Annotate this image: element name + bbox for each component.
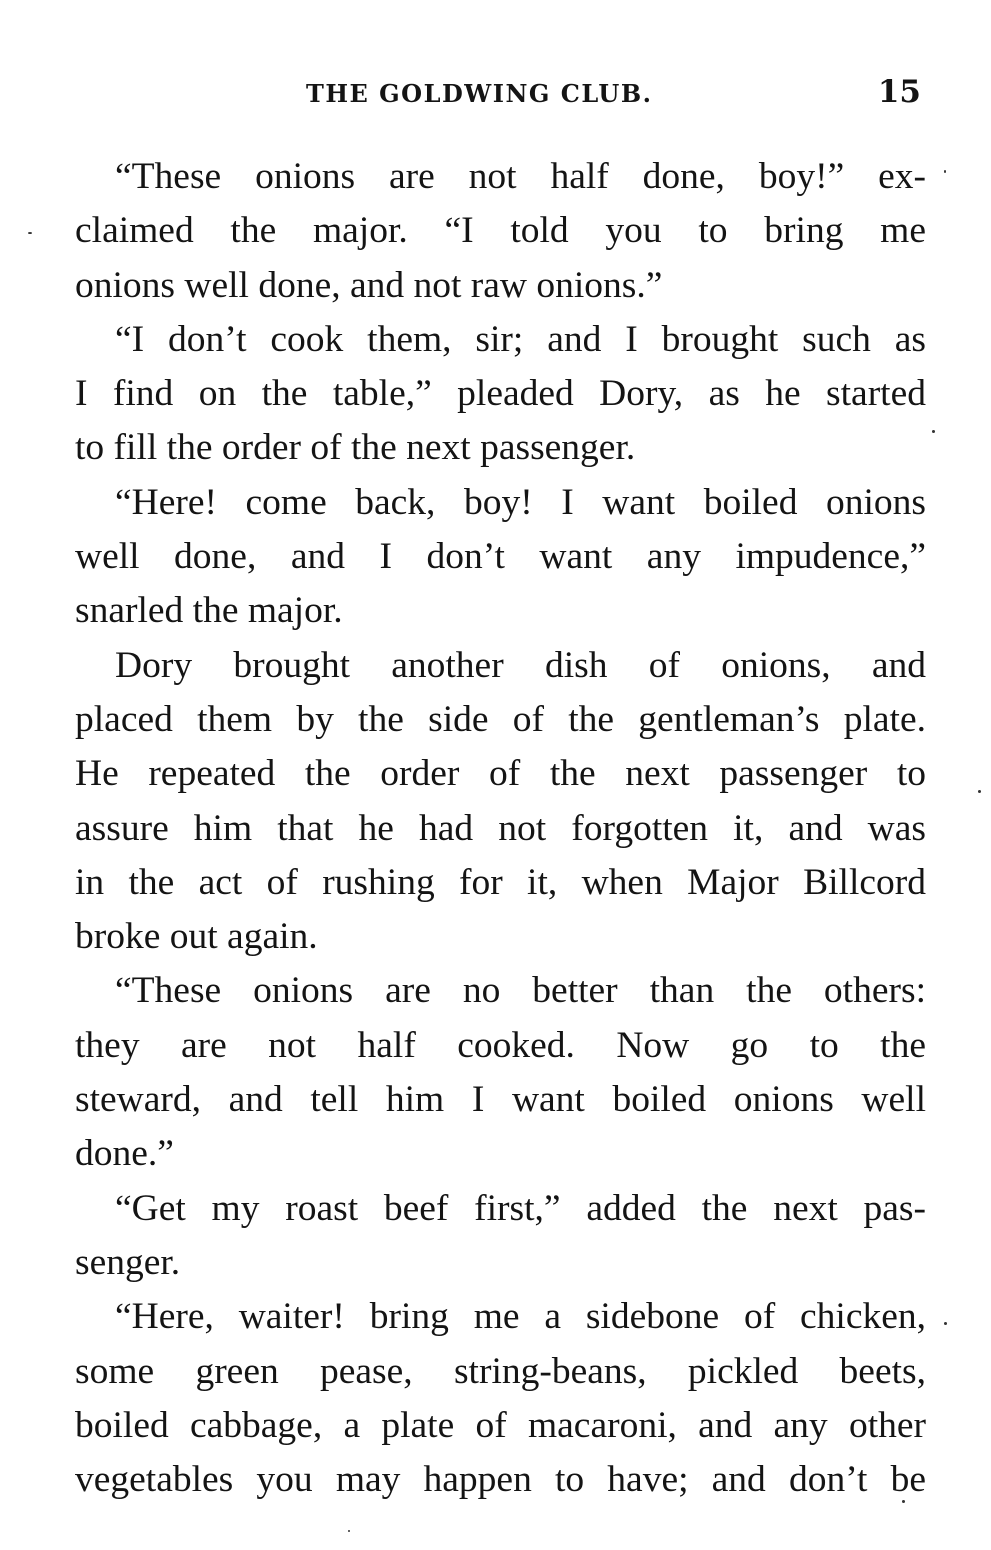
scan-speck: [28, 232, 32, 234]
text-line: claimed the major. “I told you to bring me: [75, 210, 926, 252]
scan-speck: [944, 170, 946, 173]
text-line: senger.: [75, 1241, 181, 1283]
paragraph: [75, 150, 926, 313]
running-title: THE GOLDWING CLUB.: [306, 79, 653, 108]
text-line: vegetables you may happen to have; and don’t be: [75, 1459, 926, 1501]
text-line: “Get my roast beef first,” added the next pas-: [115, 1187, 926, 1229]
paragraph: [75, 639, 926, 965]
text-line: snarled the major.: [75, 590, 343, 632]
scan-speck: [348, 1530, 350, 1532]
text-line: “Here! come back, boy! I want boiled onions: [115, 481, 926, 523]
text-line: He repeated the order of the next passenger to: [75, 753, 926, 795]
text-line: steward, and tell him I want boiled onions well: [75, 1079, 926, 1121]
paragraph: [75, 1182, 926, 1291]
scan-speck: [944, 1322, 947, 1325]
text-line: “These onions are no better than the others:: [115, 970, 926, 1012]
scan-speck: [978, 790, 981, 793]
scan-speck: [902, 1500, 905, 1503]
text-line: to fill the order of the next passenger.: [75, 427, 636, 469]
text-line: “I don’t cook them, sir; and I brought such as: [115, 318, 926, 360]
text-line: broke out again.: [75, 916, 318, 958]
text-line: in the act of rushing for it, when Major Billcord: [75, 861, 926, 903]
running-head: [0, 76, 991, 112]
body-text: [75, 150, 926, 1507]
paragraph: [75, 1290, 926, 1507]
text-line: assure him that he had not forgotten it, and was: [75, 807, 926, 849]
text-line: some green pease, string-beans, pickled beets,: [75, 1350, 926, 1392]
text-line: done.”: [75, 1133, 174, 1175]
scan-speck: [932, 430, 935, 433]
paragraph: [75, 476, 926, 639]
text-line: they are not half cooked. Now go to the: [75, 1024, 926, 1066]
paragraph: [75, 964, 926, 1181]
text-line: well done, and I don’t want any impudence,”: [75, 536, 926, 578]
text-line: I find on the table,” pleaded Dory, as he started: [75, 373, 926, 415]
text-line: placed them by the side of the gentleman’s plate.: [75, 698, 926, 740]
text-line: boiled cabbage, a plate of macaroni, and any other: [75, 1404, 926, 1446]
text-line: “These onions are not half done, boy!” ex-: [115, 156, 926, 197]
page-number: 15: [877, 74, 921, 110]
text-line: “Here, waiter! bring me a sidebone of chicken,: [115, 1296, 926, 1338]
text-line: onions well done, and not raw onions.”: [75, 264, 663, 306]
paragraph: [75, 313, 926, 476]
text-line: Dory brought another dish of onions, and: [115, 644, 926, 686]
